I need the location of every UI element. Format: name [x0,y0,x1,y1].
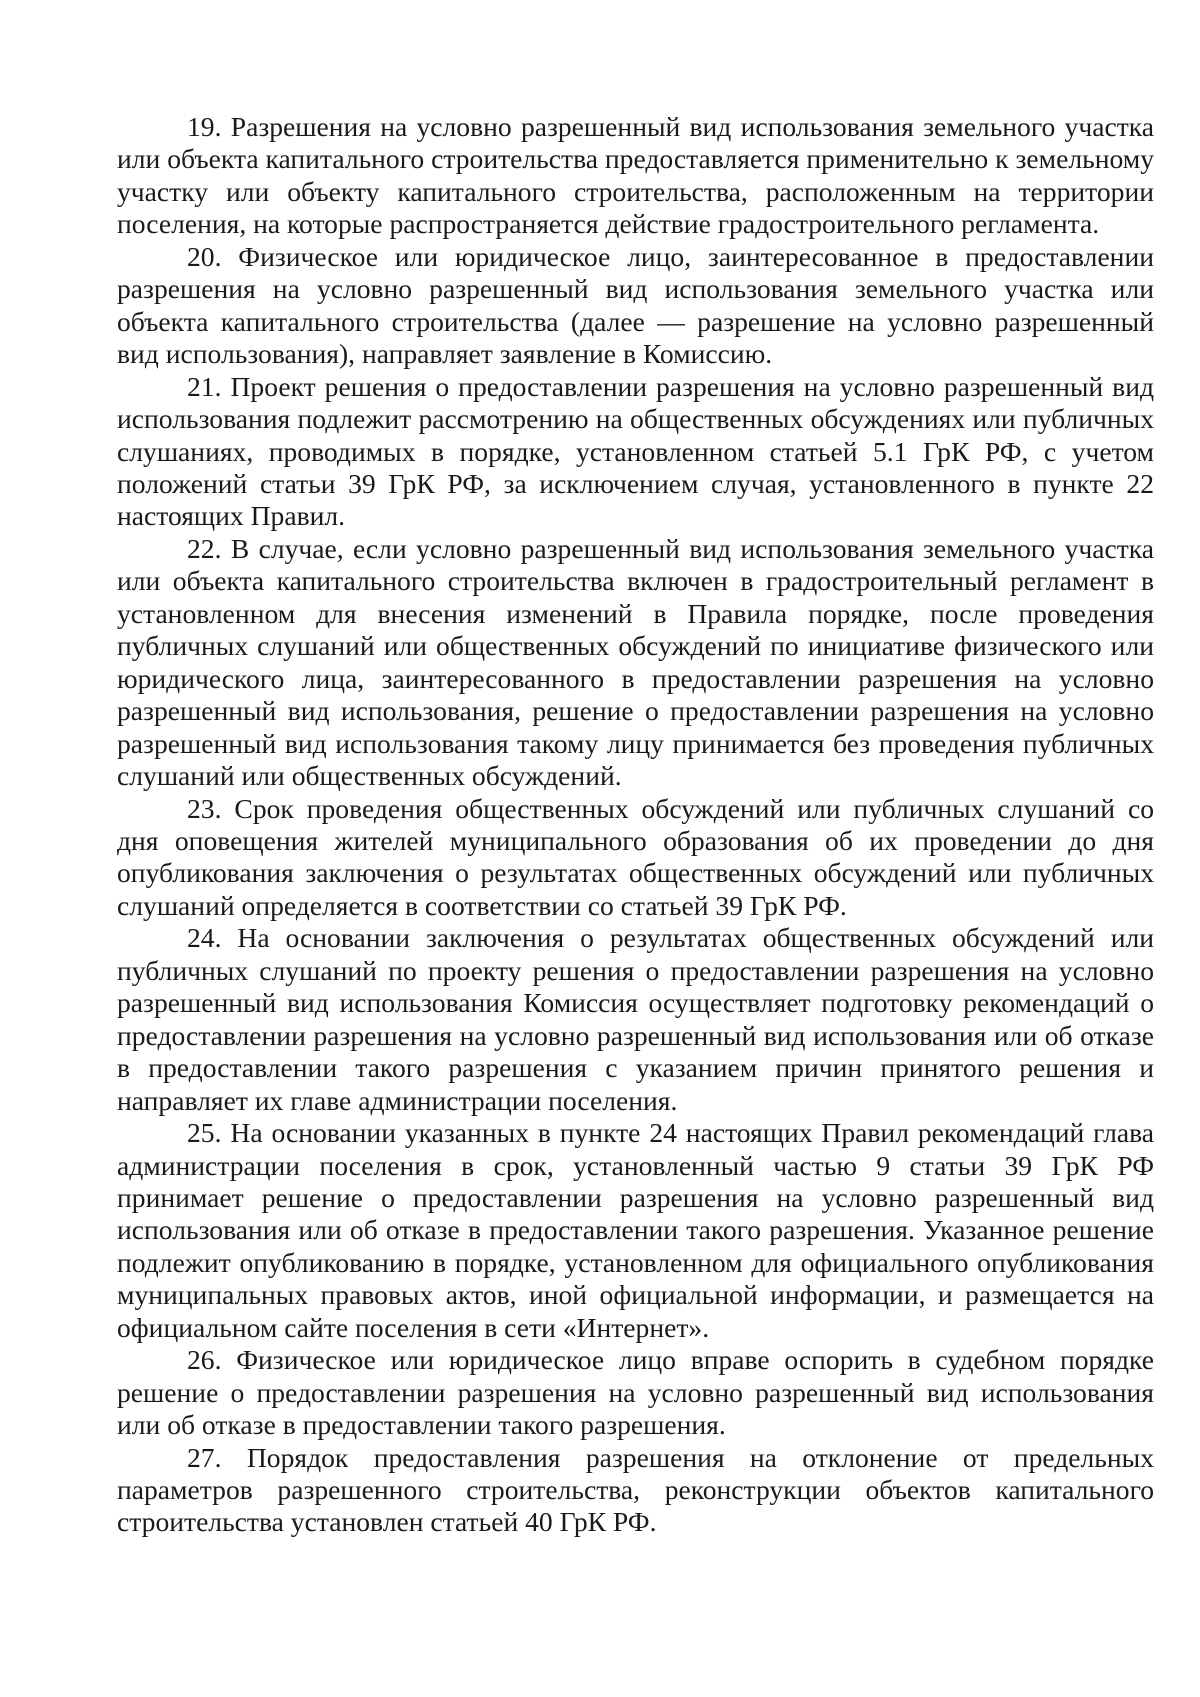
paragraph-24: 24. На основании заключения о результатах общественных обсуждений или публичных слушаний по проекту решения о предоставлении разрешения на условно разрешенный вид использования Комиссия осуществляет подготовку рекомендаций о предоставлении разрешения на условно разрешенный вид использования или об отказе в предоставлении такого разрешения с указанием причин принятого решения и направляет их главе администрации поселения. [117,922,1154,1116]
paragraph-19: 19. Разрешения на условно разрешенный вид использования земельного участка или объекта капитального строительства предоставляется применительно к земельному участку или объекту капитального строительства, расположенным на территории поселения, на которые распространяется действие градостроительного регламента. [117,111,1154,240]
paragraph-26: 26. Физическое или юридическое лицо вправе оспорить в судебном порядке решение о предоставлении разрешения на условно разрешенный вид использования или об отказе в предоставлении такого разрешения. [117,1344,1154,1441]
paragraph-22: 22. В случае, если условно разрешенный вид использования земельного участка или объекта капитального строительства включен в градостроительный регламент в установленном для внесения изменений в Правила порядке, после проведения публичных слушаний или общественных обсуждений по инициативе физического или юридического лица, заинтересованного в предоставлении разрешения на условно разрешенный вид использования, решение о предоставлении разрешения на условно разрешенный вид использования такому лицу принимается без проведения публичных слушаний или общественных обсуждений. [117,532,1154,792]
paragraph-23: 23. Срок проведения общественных обсуждений или публичных слушаний со дня оповещения жителей муниципального образования об их проведении до дня опубликования заключения о результатах общественных обсуждений или публичных слушаний определяется в соответствии со статьей 39 ГрК РФ. [117,792,1154,921]
paragraph-25: 25. На основании указанных в пункте 24 настоящих Правил рекомендаций глава администрации поселения в срок, установленный частью 9 статьи 39 ГрК РФ принимает решение о предоставлении разрешения на условно разрешенный вид использования или об отказе в предоставлении такого разрешения. Указанное решение подлежит опубликованию в порядке, установленном для официального опубликования муниципальных правовых актов, иной официальной информации, и размещается на официальном сайте поселения в сети «Интернет». [117,1117,1154,1343]
paragraph-21: 21. Проект решения о предоставлении разрешения на условно разрешенный вид использования подлежит рассмотрению на общественных обсуждениях или публичных слушаниях, проводимых в порядке, установленном статьей 5.1 ГрК РФ, с учетом положений статьи 39 ГрК РФ, за исключением случая, установленного в пункте 22 настоящих Правил. [117,370,1154,532]
paragraph-27: 27. Порядок предоставления разрешения на отклонение от предельных параметров разрешенного строительства, реконструкции объектов капитального строительства установлен статьей 40 ГрК РФ. [117,1441,1154,1538]
paragraph-20: 20. Физическое или юридическое лицо, заинтересованное в предоставлении разрешения на условно разрешенный вид использования земельного участка или объекта капитального строительства (далее — разрешение на условно разрешенный вид использования), направляет заявление в Комиссию. [117,240,1154,370]
document-body [117,111,1154,1539]
